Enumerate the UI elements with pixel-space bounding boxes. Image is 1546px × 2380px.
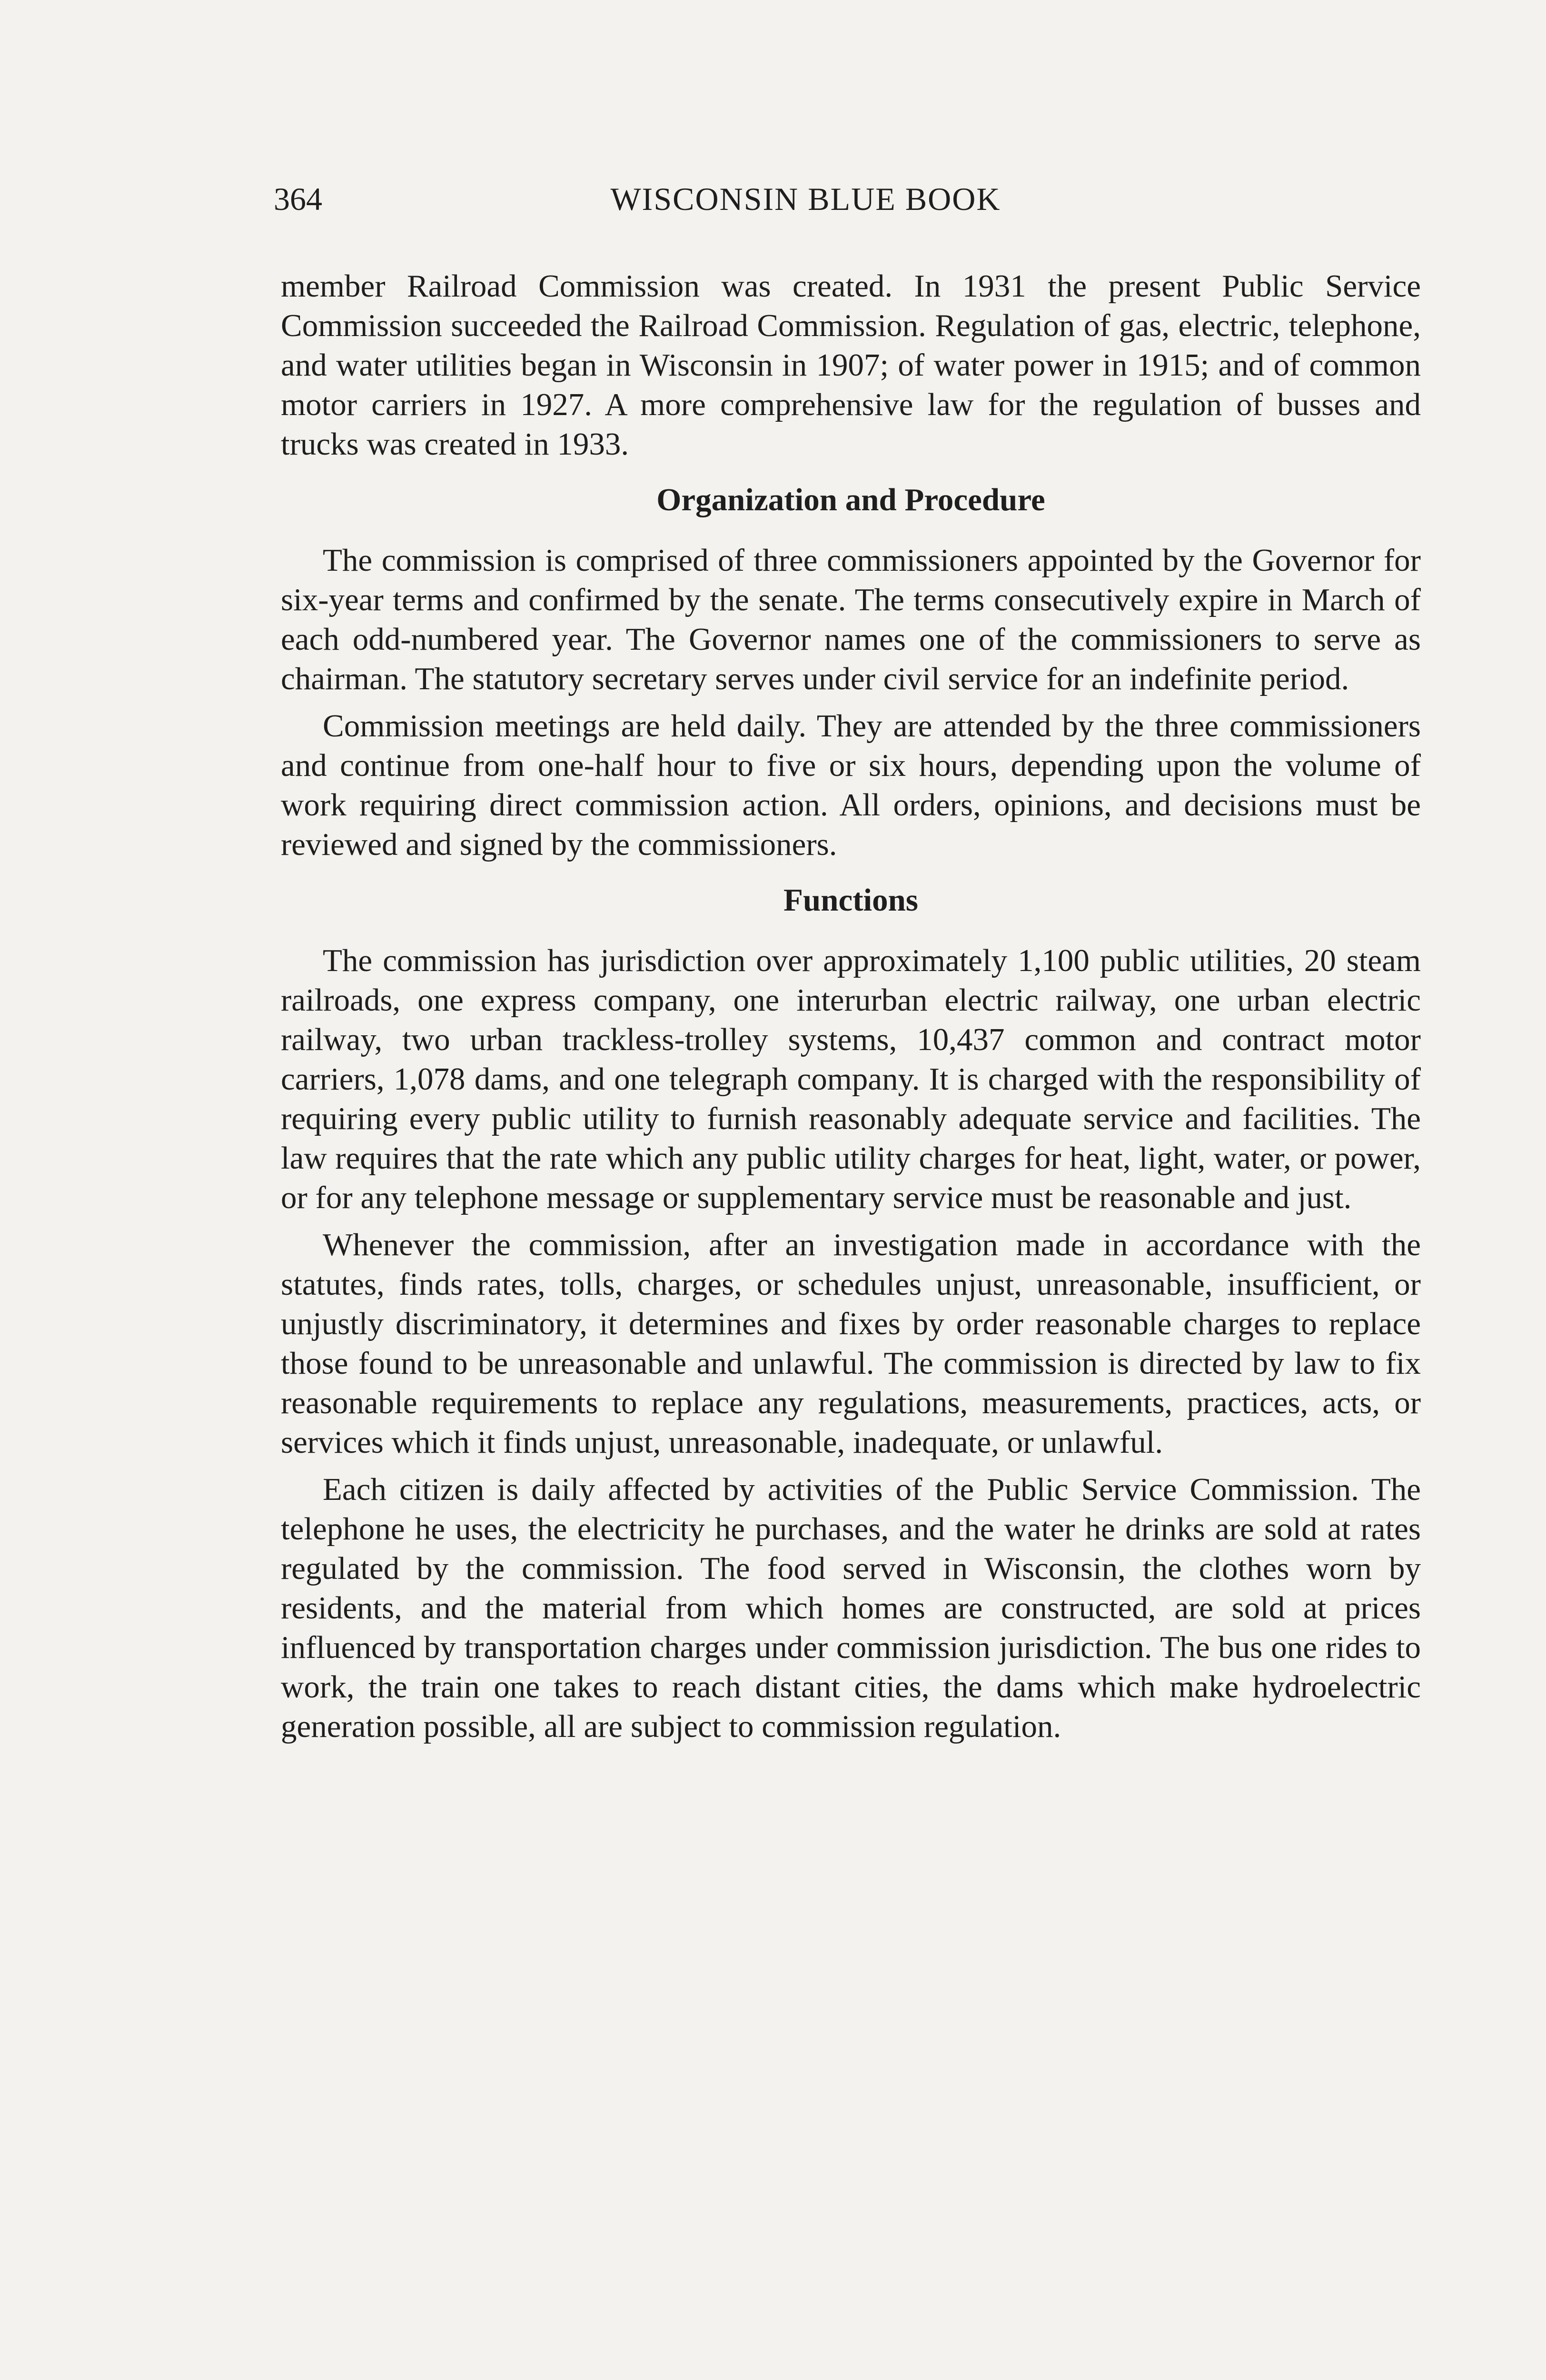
paragraph-commissioners: The commission is comprised of three commissioners appointed by the Governor for six-year terms and confirmed by the senate. The terms consecutively expire in March of each odd-numbered year. The Governor names one of the commissioners to serve as chairman. The statutory secretary serves under civil service for an indefinite period.	[281, 543, 1421, 696]
paragraph-jurisdiction: The commission has jurisdiction over approximately 1,100 public utilities, 20 steam railroads, one express company, one interurban electric railway, one urban electric railway, two urban trackless-trolley systems, 10,437 common and contract motor carriers, 1,078 dams, and one telegraph company. It is charged with the responsibility of requiring every public utility to furnish reasonably adequate service and facilities. The law requires that the rate which any public utility charges for heat, light, water, or power, or for any telephone message or supplementary service must be reasonable and just.	[281, 943, 1421, 1215]
heading-organization-and-procedure: Organization and Procedure	[656, 482, 1045, 517]
paragraph-rates: Whenever the commission, after an investigation made in accordance with the statutes, finds rates, tolls, charges, or schedules unjust, unreasonable, insufficient, or unjustly discriminatory, it determines and fixes by order reasonable charges to replace those found to be unreasonable and unlawful. The commission is directed by law to fix reasonable requirements to replace any regulations, measurements, practices, acts, or services which it finds unjust, unreasonable, inadequate, or unlawful.	[281, 1227, 1421, 1460]
paragraph-railroad-commission: member Railroad Commission was created. In 1931 the present Public Service Commission succeeded the Railroad Commission. Regulation of gas, electric, telephone, and water utilities began in Wisconsin in 1907; of water power in 1915; and of common motor carriers in 1927. A more comprehensive law for the regulation of busses and trucks was created in 1933.	[281, 268, 1421, 462]
paragraph-meetings: Commission meetings are held daily. They are attended by the three commissioners and continue from one-half hour to five or six hours, depending upon the volume of work requiring direct commission action. All orders, opinions, and decisions must be reviewed and signed by the commissioners.	[281, 708, 1421, 862]
heading-functions: Functions	[783, 883, 918, 918]
paragraph-citizens: Each citizen is daily affected by activities of the Public Service Commission. The telephone he uses, the electricity he purchases, and the water he drinks are sold at rates regulated by the commission. The food served in Wisconsin, the clothes worn by residents, and the material from which homes are constructed, are sold at prices influenced by transportation charges under commission jurisdiction. The bus one rides to work, the train one takes to reach distant cities, the dams which make hydroelectric generation possible, all are subject to commission regulation.	[281, 1472, 1421, 1744]
page-number: 364	[274, 181, 322, 217]
page-header	[274, 175, 1421, 223]
running-title: WISCONSIN BLUE BOOK	[610, 181, 1001, 217]
body-text	[281, 267, 1421, 1754]
